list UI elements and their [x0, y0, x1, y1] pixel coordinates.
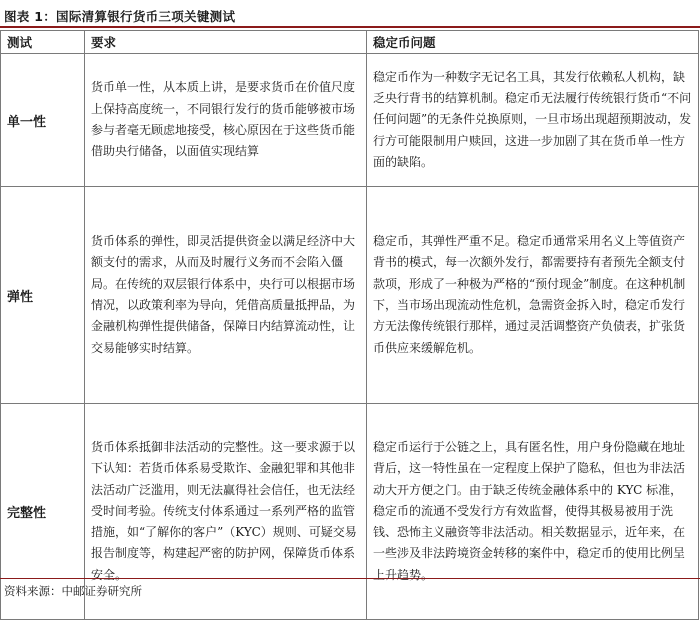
stablecoin-issue-cell: 稳定币作为一种数字无记名工具，其发行依赖私人机构，缺乏央行背书的结算机制。稳定币无法履行传统银行货币“不问任何问题”的无条件兑换原则，一旦市场出现超预期波动，发行方可能限制用户赎回，这进一步加剧了其在货币单一性方面的缺陷。 [367, 54, 699, 187]
requirement-cell: 货币单一性，从本质上讲，是要求货币在价值尺度上保持高度统一，不同银行发行的货币能够被市场参与者毫无顾虑地接受，核心原因在于这些货币能借助央行储备，以面值实现结算 [85, 54, 367, 187]
header-test: 测试 [1, 31, 85, 54]
table-header-row [1, 31, 699, 54]
table-row [1, 54, 699, 187]
requirement-cell: 货币体系抵御非法活动的完整性。这一要求源于以下认知：若货币体系易受欺诈、金融犯罪和其他非法活动广泛滥用，则无法赢得社会信任，也无法经受时间考验。传统支付体系通过一系列严格的监管措施，如“了解你的客户”（KYC）规则、可疑交易报告制度等，构建起严密的防护网，保障货币体系安全。 [85, 404, 367, 620]
bottom-rule [0, 578, 700, 579]
requirement-cell: 货币体系的弹性，即灵活提供资金以满足经济中大额支付的需求，从而及时履行义务而不会陷入僵局。在传统的双层银行体系中，央行可以根据市场情况，以政策利率为导向，凭借高质量抵押品，为金融机构弹性提供储备，保障日内结算流动性，让交易能够实时结算。 [85, 187, 367, 404]
test-name-cell: 弹性 [1, 187, 85, 404]
test-name-cell: 单一性 [1, 54, 85, 187]
stablecoin-issue-cell: 稳定币，其弹性严重不足。稳定币通常采用名义上等值资产背书的模式，每一次额外发行，都需要持有者预先全额支付款项，形成了一种极为严格的“预付现金”制度。在这种机制下，当市场出现流动性危机，急需资金拆入时，稳定币发行方无法像传统银行那样，通过灵活调整资产负债表，扩张货币供应来缓解危机。 [367, 187, 699, 404]
header-requirement: 要求 [85, 31, 367, 54]
source-note: 资料来源：中邮证券研究所 [4, 584, 142, 598]
test-name-cell: 完整性 [1, 404, 85, 620]
key-tests-table [0, 30, 699, 620]
title-rule [0, 26, 700, 28]
header-stablecoin-issue: 稳定币问题 [367, 31, 699, 54]
table-row [1, 187, 699, 404]
table-title: 图表 1：国际清算银行货币三项关键测试 [4, 9, 236, 24]
stablecoin-issue-cell: 稳定币运行于公链之上，具有匿名性，用户身份隐藏在地址背后，这一特性虽在一定程度上保护了隐私，但也为非法活动大开方便之门。由于缺乏传统金融体系中的 KYC 标准，稳定币的流通不受发行方有效监督，使得其极易被用于洗钱、恐怖主义融资等非法活动。相关数据显示，近年来，在一些涉及非法跨境资金转移的案件中，稳定币的使用比例呈上升趋势。 [367, 404, 699, 620]
